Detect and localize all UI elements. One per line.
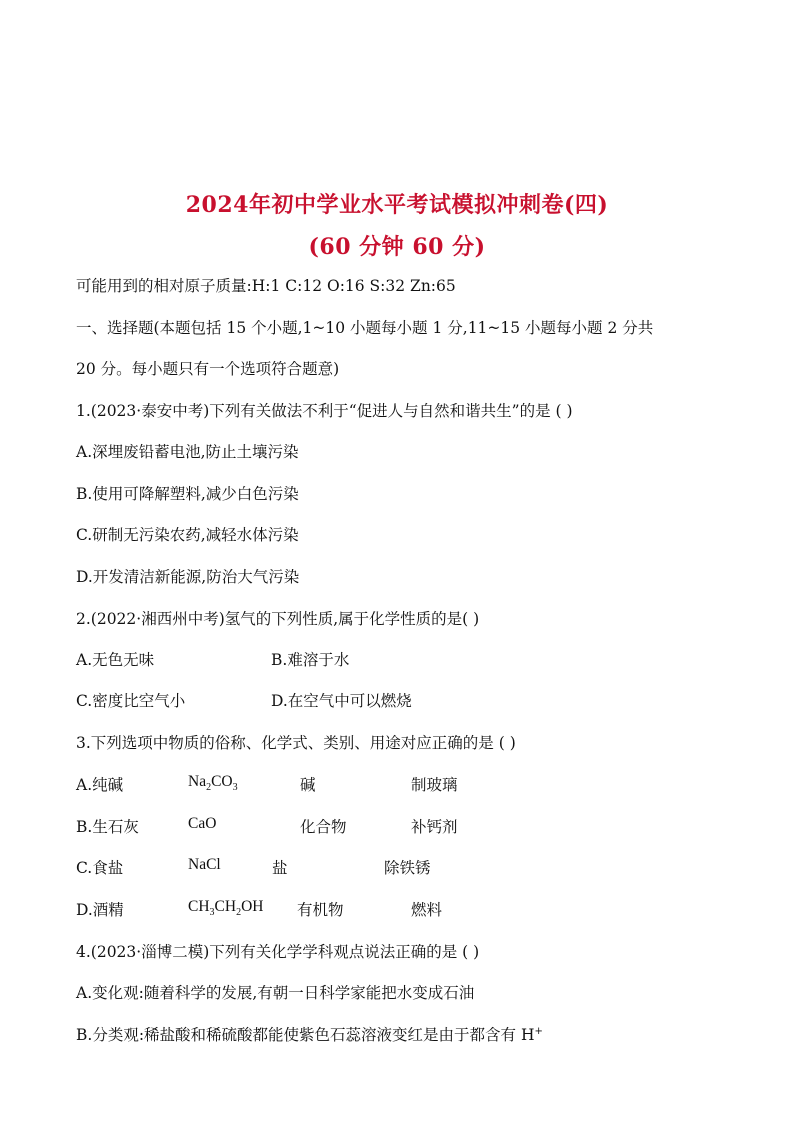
exam-duration-score: (60 分钟 60 分): [308, 234, 486, 260]
q2-option-d: D.在空气中可以燃烧: [271, 692, 412, 710]
q1-stem: 1.(2023·泰安中考)下列有关做法不利于“促进人与自然和谐共生”的是 ( ): [76, 402, 573, 420]
q4-option-a: A.变化观:随着科学的发展,有朝一日科学家能把水变成石油: [76, 984, 475, 1002]
q3-option-c-use: 除铁锈: [384, 859, 431, 877]
q2-option-c: C.密度比空气小: [76, 692, 186, 710]
q3-option-b-formula: CaO: [188, 815, 217, 832]
q3-option-d-category: 有机物: [297, 901, 344, 919]
section-instructions-line2: 20 分。每小题只有一个选项符合题意): [76, 360, 340, 378]
q3-option-a-category: 碱: [300, 776, 316, 794]
q1-option-c: C.研制无污染农药,减轻水体污染: [76, 526, 299, 544]
q3-option-c-category: 盐: [272, 859, 288, 877]
q1-option-a: A.深埋废铅蓄电池,防止土壤污染: [76, 443, 299, 461]
q1-option-d: D.开发清洁新能源,防治大气污染: [76, 568, 300, 586]
section-instructions-line1: 一、选择题(本题包括 15 个小题,1~10 小题每小题 1 分,11~15 小题每小题 2 分共: [76, 319, 654, 337]
q4-option-b: B.分类观:稀盐酸和稀硫酸都能使紫色石蕊溶液变红是由于都含有 H+: [76, 1025, 543, 1044]
q2-option-b: B.难溶于水: [271, 651, 350, 669]
q3-option-a-label: A.纯碱: [76, 776, 124, 794]
q3-option-c-formula: NaCl: [188, 856, 221, 873]
q1-option-b: B.使用可降解塑料,减少白色污染: [76, 485, 299, 503]
exam-title: 2024年初中学业水平考试模拟冲刺卷(四): [185, 192, 609, 218]
q3-option-b-label: B.生石灰: [76, 818, 139, 836]
q3-stem: 3.下列选项中物质的俗称、化学式、类别、用途对应正确的是 ( ): [76, 734, 516, 752]
q3-option-c-label: C.食盐: [76, 859, 124, 877]
q4-stem: 4.(2023·淄博二模)下列有关化学学科观点说法正确的是 ( ): [76, 943, 480, 961]
q2-stem: 2.(2022·湘西州中考)氢气的下列性质,属于化学性质的是( ): [76, 610, 480, 628]
q3-option-a-use: 制玻璃: [411, 776, 458, 794]
q3-option-d-use: 燃料: [411, 901, 443, 919]
atomic-masses: 可能用到的相对原子质量:H:1 C:12 O:16 S:32 Zn:65: [76, 277, 456, 295]
q3-option-b-category: 化合物: [300, 818, 347, 836]
q3-option-b-use: 补钙剂: [411, 818, 458, 836]
q3-option-d-formula: $CH_3CH_2OH$: [188, 898, 264, 919]
q3-option-a-formula: $Na_2CO_3$: [188, 773, 238, 794]
q2-option-a: A.无色无味: [76, 651, 155, 669]
q3-option-d-label: D.酒精: [76, 901, 124, 919]
